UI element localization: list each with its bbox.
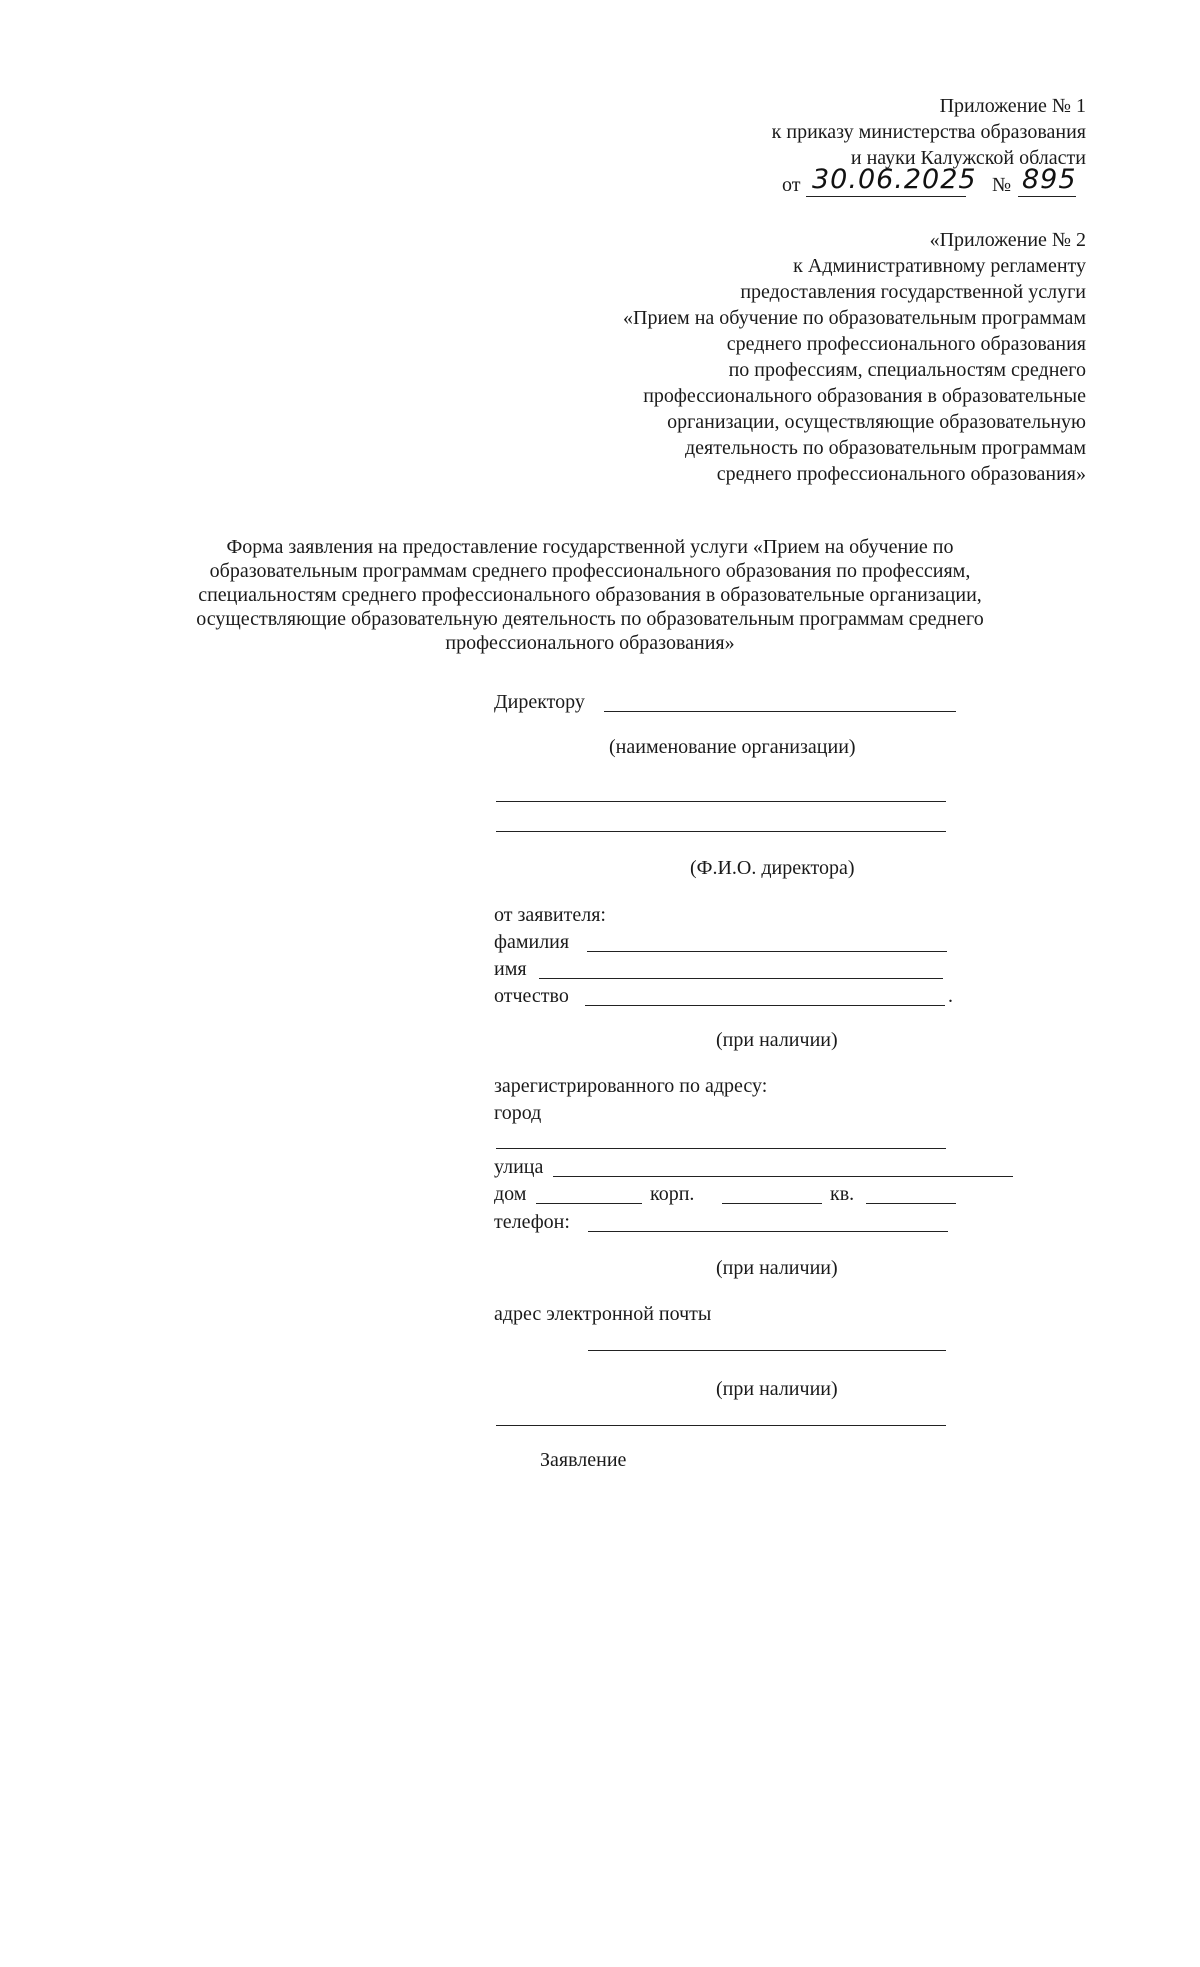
- registered-address-label: зарегистрированного по адресу:: [494, 1075, 768, 1097]
- form-title-line: образовательным программам среднего профессионального образования по профессиям,: [209, 560, 971, 582]
- form-title: [100, 535, 1080, 655]
- patronymic-field-line[interactable]: [585, 1005, 945, 1006]
- name-field-line[interactable]: [539, 978, 943, 979]
- street-field-line[interactable]: [553, 1176, 1013, 1177]
- order-date-line: [782, 164, 1092, 200]
- email-extra-line[interactable]: [496, 1425, 946, 1426]
- appendix2-block: [623, 227, 1086, 487]
- building-field-line[interactable]: [722, 1203, 822, 1204]
- appendix1-line3: и науки Калужской области: [850, 147, 1086, 169]
- house-label: дом: [494, 1183, 527, 1205]
- email-label: адрес электронной почты: [494, 1303, 712, 1325]
- appendix2-line: предоставления государственной услуги: [740, 281, 1086, 303]
- org-name-hint: (наименование организации): [609, 736, 856, 758]
- statement-heading: Заявление: [540, 1449, 627, 1471]
- surname-label: фамилия: [494, 931, 570, 953]
- if-any-hint-1: (при наличии): [716, 1029, 838, 1051]
- number-label: №: [992, 174, 1012, 196]
- if-any-hint-2: (при наличии): [716, 1257, 838, 1279]
- from-applicant-label: от заявителя:: [494, 904, 606, 926]
- phone-field-line[interactable]: [588, 1231, 948, 1232]
- patronymic-end: .: [948, 985, 953, 1007]
- city-label: город: [494, 1102, 542, 1124]
- appendix2-line: «Прием на обучение по образовательным программам: [623, 307, 1086, 329]
- director-field-line[interactable]: [604, 711, 956, 712]
- appendix2-line: профессионального образования в образовательные: [643, 385, 1086, 407]
- director-name-line-2[interactable]: [496, 831, 946, 832]
- date-underline: [806, 196, 966, 197]
- appendix1-line1: Приложение № 1: [939, 95, 1086, 117]
- apartment-label: кв.: [830, 1183, 855, 1205]
- number-underline: [1018, 196, 1076, 197]
- street-label: улица: [494, 1156, 544, 1178]
- house-field-line[interactable]: [536, 1203, 642, 1204]
- form-title-line: Форма заявления на предоставление государственной услуги «Прием на обучение по: [226, 536, 954, 558]
- email-field-line[interactable]: [588, 1350, 946, 1351]
- surname-field-line[interactable]: [587, 951, 947, 952]
- handwritten-number: 895: [1022, 164, 1077, 195]
- director-fio-hint: (Ф.И.О. директора): [690, 857, 855, 879]
- appendix1-block: [772, 93, 1086, 171]
- director-label: Директору: [494, 691, 585, 713]
- director-name-line-1[interactable]: [496, 801, 946, 802]
- appendix2-line: «Приложение № 2: [929, 229, 1086, 251]
- name-label: имя: [494, 958, 527, 980]
- patronymic-label: отчество: [494, 985, 569, 1007]
- form-title-line: специальностям среднего профессионального образования в образовательные организации,: [198, 584, 982, 606]
- if-any-hint-3: (при наличии): [716, 1378, 838, 1400]
- from-label: от: [782, 174, 801, 196]
- apartment-field-line[interactable]: [866, 1203, 956, 1204]
- form-title-line: осуществляющие образовательную деятельность по образовательным программам среднего: [196, 608, 984, 630]
- appendix2-line: среднего профессионального образования»: [716, 463, 1086, 485]
- form-title-line: профессионального образования»: [445, 632, 735, 654]
- phone-label: телефон:: [494, 1211, 570, 1233]
- handwritten-date: 30.06.2025: [812, 164, 977, 195]
- appendix2-line: организации, осуществляющие образовательную: [667, 411, 1086, 433]
- appendix2-line: среднего профессионального образования: [726, 333, 1086, 355]
- appendix2-line: деятельность по образовательным программам: [685, 437, 1086, 459]
- building-label: корп.: [650, 1183, 695, 1205]
- city-field-line[interactable]: [496, 1148, 946, 1149]
- appendix2-line: к Административному регламенту: [793, 255, 1086, 277]
- appendix2-line: по профессиям, специальностям среднего: [728, 359, 1086, 381]
- appendix1-line2: к приказу министерства образования: [771, 121, 1086, 143]
